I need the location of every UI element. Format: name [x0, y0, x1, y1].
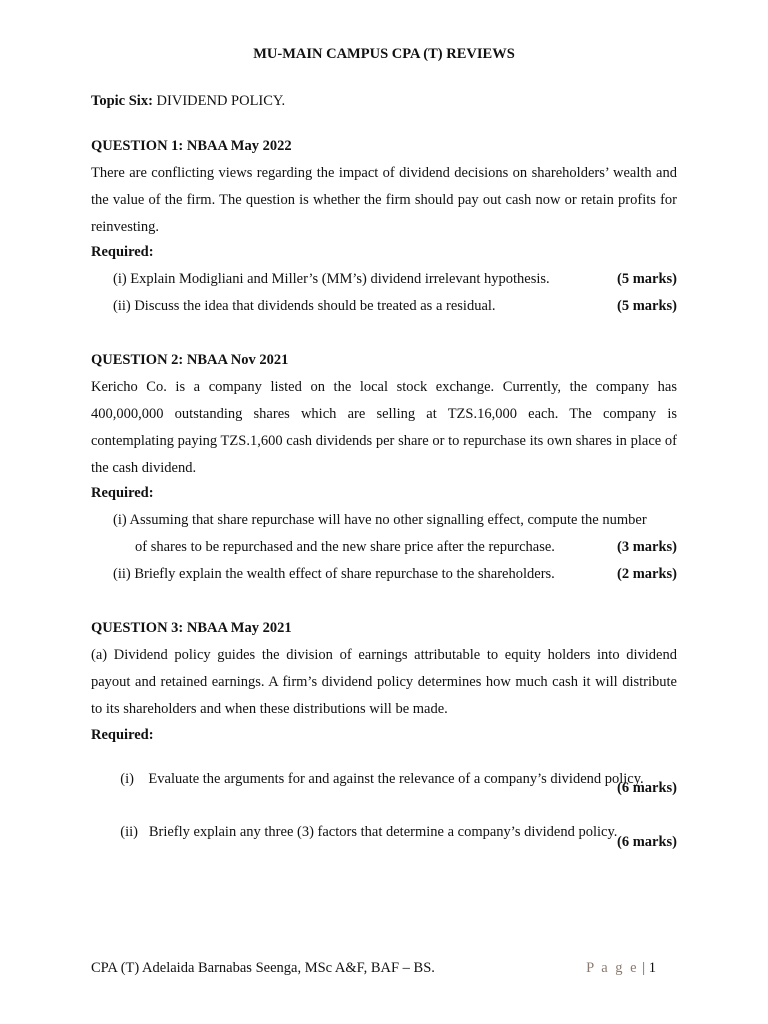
question-1-body: There are conflicting views regarding the impact of dividend decisions on shareholders’ wealth and the value of the firm. The question is whether the firm should pay out cash now or retain profits for reinvesting.: [91, 165, 677, 235]
question-2-item-ii: [113, 566, 677, 583]
item-text: (ii) Briefly explain any three (3) factors that determine a company’s dividend policy.: [120, 824, 618, 840]
item-marks: (2 marks): [616, 566, 677, 582]
item-text: (i) Evaluate the arguments for and against the relevance of a company’s dividend policy.: [120, 771, 644, 787]
item-marks: (5 marks): [616, 298, 677, 314]
question-3-item-i: [113, 754, 677, 788]
question-1-item-ii: [113, 298, 677, 315]
question-2-body: Kericho Co. is a company listed on the local stock exchange. Currently, the company has 400,000,000 outstanding shares which are selling at TZS.16,000 each. The company is contemplating paying TZS.1,600 cash dividends per share or to repurchase its own shares in place of the cash dividend.: [91, 379, 677, 476]
question-3-heading: QUESTION 3: NBAA May 2021: [91, 620, 292, 636]
question-2-item-i: [113, 512, 677, 529]
item-marks: (3 marks): [616, 539, 677, 555]
page-number-footer: [586, 960, 656, 977]
footer-author: CPA (T) Adelaida Barnabas Seenga, MSc A&F, BAF – BS.: [91, 960, 435, 976]
item-marks: (5 marks): [616, 271, 677, 287]
question-3-item-ii: [113, 807, 677, 841]
item-text: (ii) Discuss the idea that dividends should be treated as a residual.: [113, 298, 496, 314]
page-title: MU-MAIN CAMPUS CPA (T) REVIEWS: [253, 46, 515, 62]
page-number: 1: [648, 960, 656, 976]
question-2-heading: QUESTION 2: NBAA Nov 2021: [91, 352, 289, 368]
item-text: (i) Explain Modigliani and Miller’s (MM’s) dividend irrelevant hypothesis.: [113, 271, 550, 287]
page-label: P a g e: [586, 960, 639, 976]
question-2-item-i-cont: [135, 539, 677, 556]
question-3-body: (a) Dividend policy guides the division of earnings attributable to equity holders into dividend payout and retained earnings. A firm’s dividend policy determines how much cash it will distribute to its shareholders and when these distributions will be made.: [91, 647, 677, 717]
item-marks: (6 marks): [616, 834, 677, 850]
question-1-item-i: [113, 271, 677, 288]
question-1-required: Required:: [91, 244, 154, 260]
question-3-required: Required:: [91, 727, 154, 743]
item-marks: (6 marks): [616, 780, 677, 796]
question-1-heading: QUESTION 1: NBAA May 2022: [91, 138, 292, 154]
item-text: of shares to be repurchased and the new share price after the repurchase.: [135, 539, 555, 555]
item-text: (ii) Briefly explain the wealth effect of share repurchase to the shareholders.: [113, 566, 555, 582]
question-2-required: Required:: [91, 485, 154, 501]
topic-label: Topic Six:: [91, 93, 153, 109]
topic-line: [91, 93, 677, 110]
page-separator: |: [638, 960, 649, 976]
item-text: (i) Assuming that share repurchase will have no other signalling effect, compute the number: [113, 512, 647, 528]
topic-text: DIVIDEND POLICY.: [152, 93, 286, 109]
